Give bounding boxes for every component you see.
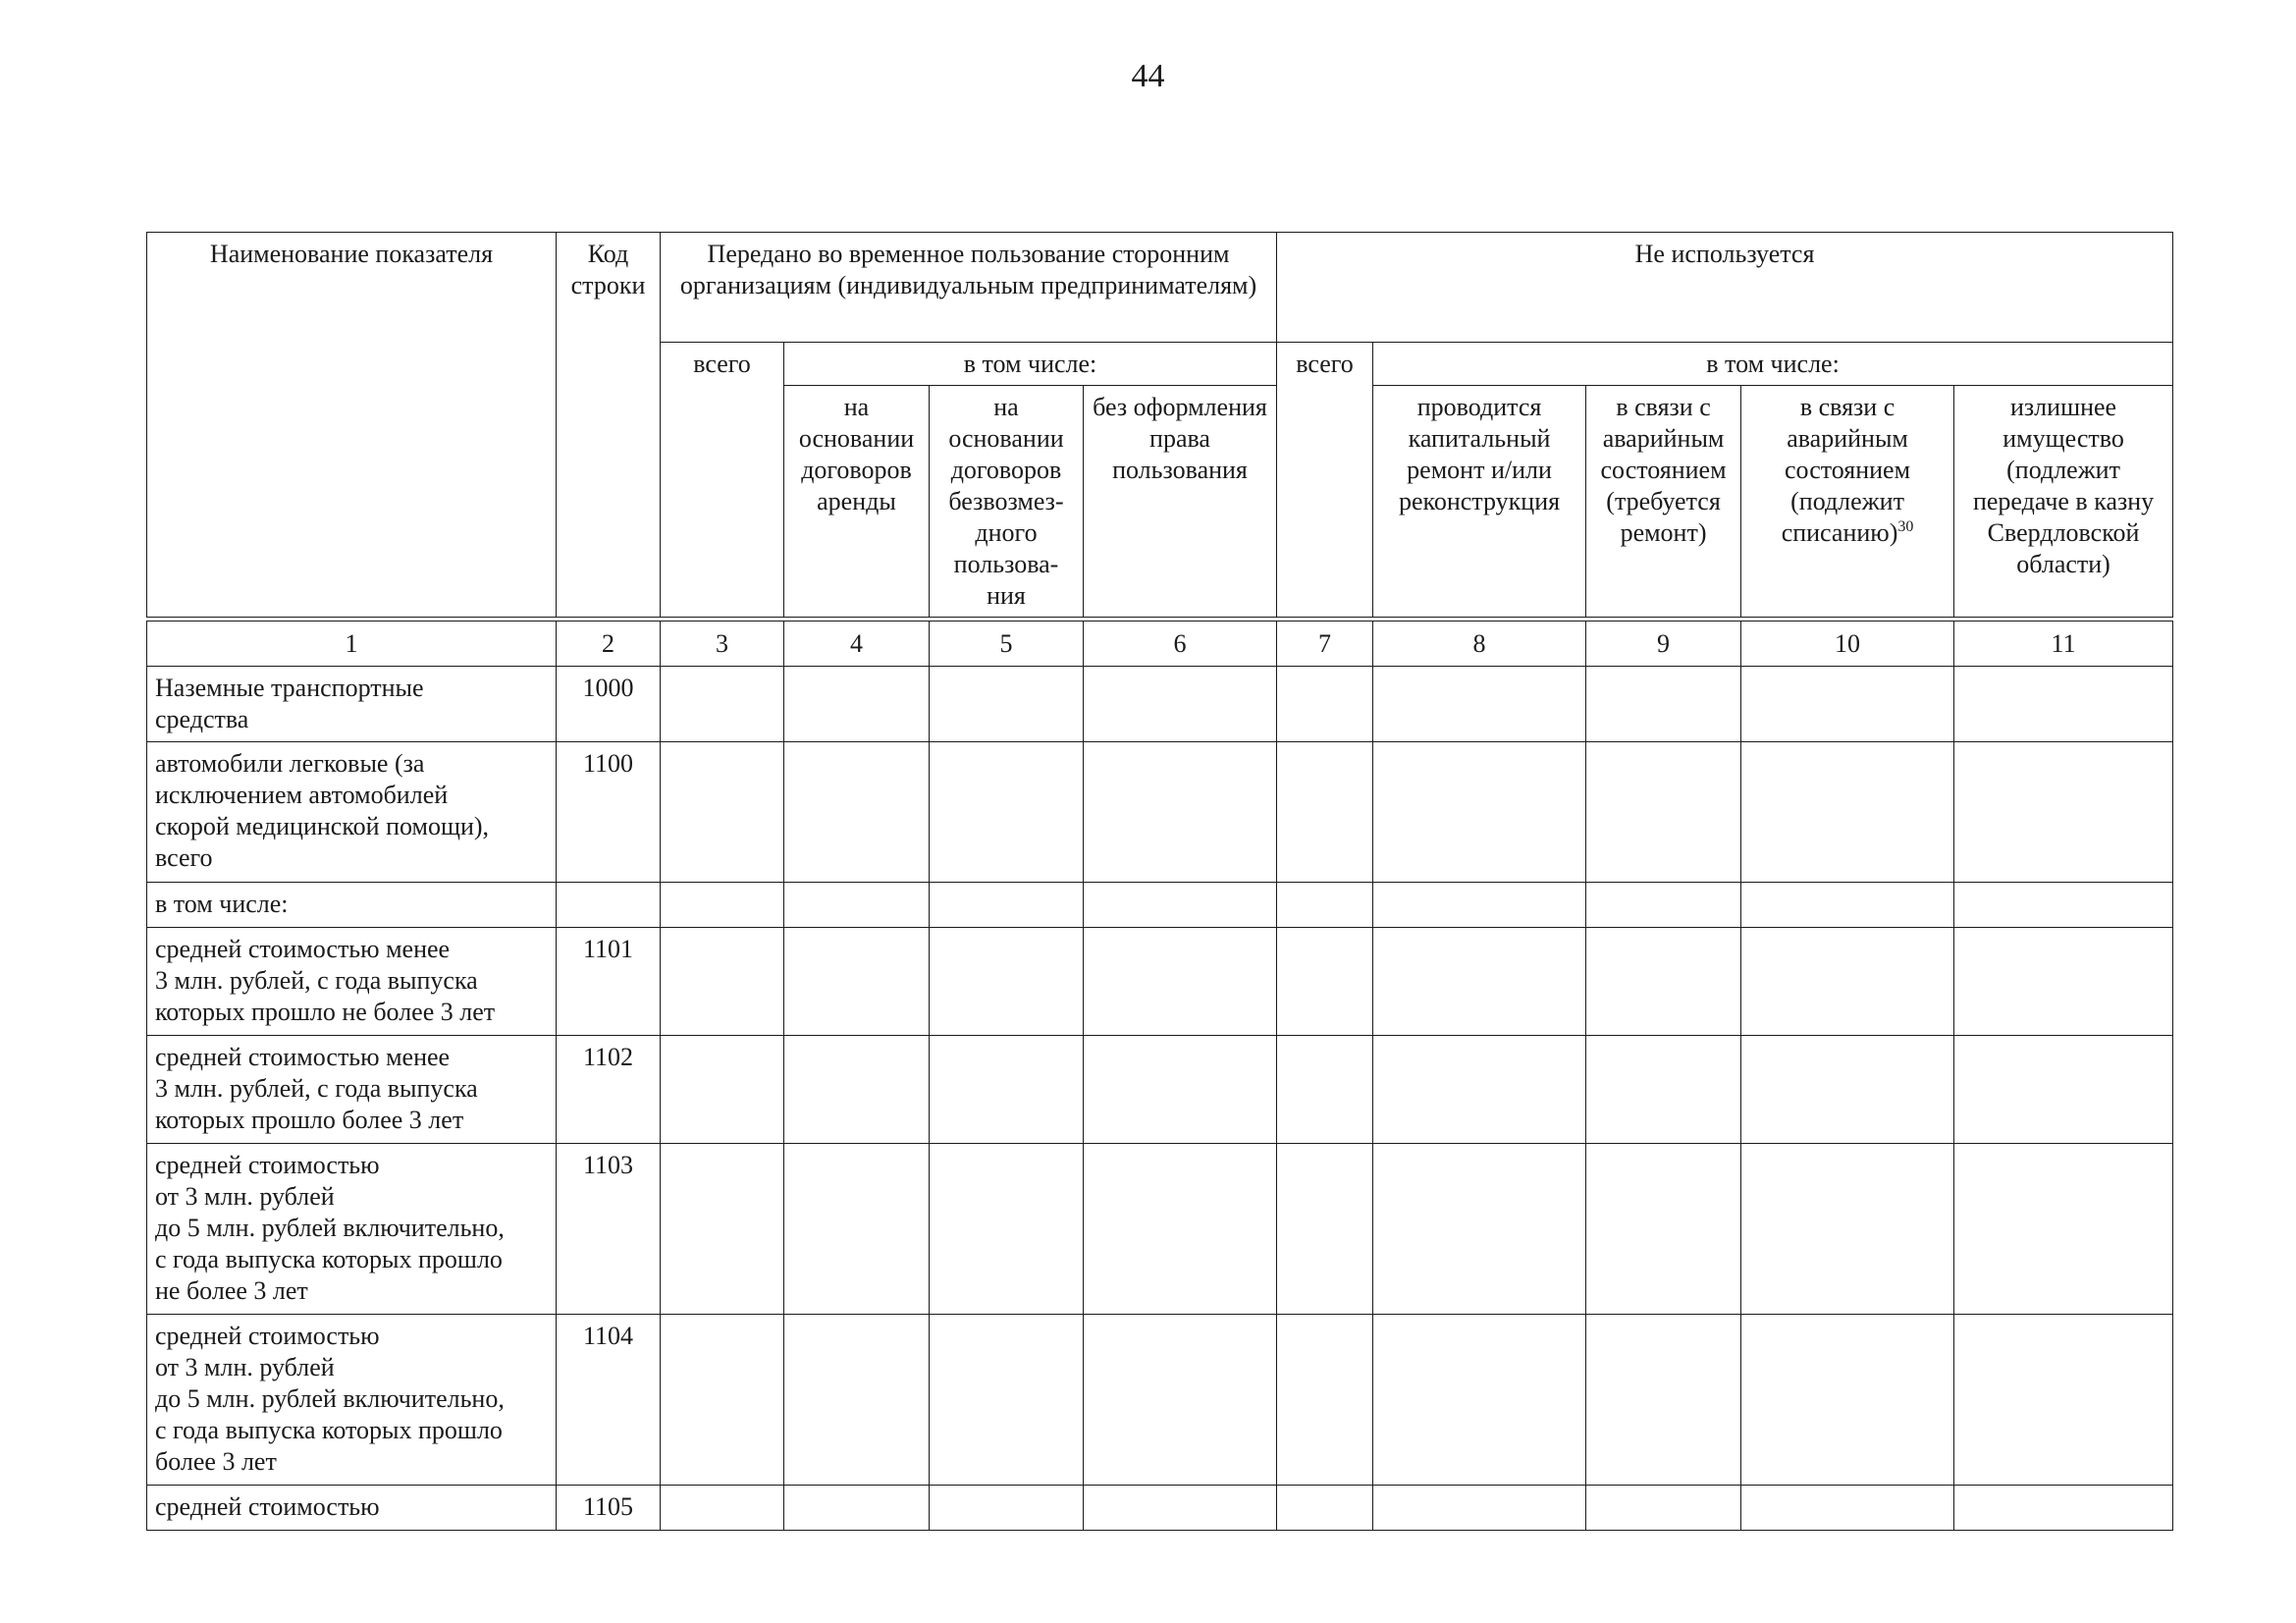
report-table [146, 232, 2173, 1531]
table-row [147, 1315, 2173, 1486]
data-cell [661, 667, 784, 742]
data-cell [784, 1036, 930, 1144]
row-label: Наземные транспортные средства [147, 667, 557, 742]
data-cell [784, 1315, 930, 1486]
data-cell [784, 742, 930, 883]
row-label: средней стоимостью от 3 млн. рублей до 5 млн. рублей включительно, с года выпуска которых прошло не более 3 лет [147, 1144, 557, 1315]
data-cell [1277, 1036, 1373, 1144]
data-cell [1954, 1315, 2173, 1486]
data-cell [1954, 928, 2173, 1036]
data-cell [930, 928, 1084, 1036]
data-cell [1277, 928, 1373, 1036]
table-row [147, 667, 2173, 742]
data-cell [661, 1315, 784, 1486]
row-code: 1104 [557, 1315, 661, 1486]
data-cell [784, 1144, 930, 1315]
data-cell [1277, 742, 1373, 883]
data-cell [1084, 1144, 1277, 1315]
data-cell [1084, 1315, 1277, 1486]
column-number: 6 [1084, 622, 1277, 667]
data-cell [930, 1036, 1084, 1144]
row-label: автомобили легковые (за исключением автомобилей скорой медицинской помощи), всего [147, 742, 557, 883]
column-number: 11 [1954, 622, 2173, 667]
header-row-code: Код строки [557, 233, 661, 618]
data-cell [1277, 883, 1373, 928]
data-cell [930, 883, 1084, 928]
table-row [147, 928, 2173, 1036]
row-code: 1100 [557, 742, 661, 883]
header-emergency-writeoff-text: в связи с аварийным состоянием (подлежит списанию) [1781, 393, 1911, 547]
data-cell [661, 742, 784, 883]
data-cell [1373, 742, 1586, 883]
row-code: 1102 [557, 1036, 661, 1144]
column-number: 9 [1586, 622, 1741, 667]
header-not-used-including: в том числе: [1373, 343, 2173, 386]
data-cell [1741, 1315, 1954, 1486]
data-cell [1084, 742, 1277, 883]
data-cell [930, 1144, 1084, 1315]
column-number: 5 [930, 622, 1084, 667]
table-row [147, 1144, 2173, 1315]
data-cell [1954, 1486, 2173, 1531]
header-not-used-total: всего [1277, 343, 1373, 618]
data-cell [1084, 928, 1277, 1036]
data-cell [1586, 883, 1741, 928]
data-cell [661, 1036, 784, 1144]
column-number: 8 [1373, 622, 1586, 667]
row-label: средней стоимостью менее 3 млн. рублей, с года выпуска которых прошло не более 3 лет [147, 928, 557, 1036]
data-cell [1954, 742, 2173, 883]
data-cell [784, 883, 930, 928]
column-number: 3 [661, 622, 784, 667]
header-no-right-registration: без оформления права пользования [1084, 386, 1277, 618]
row-code: 1101 [557, 928, 661, 1036]
header-transferred-total: всего [661, 343, 784, 618]
data-cell [930, 1486, 1084, 1531]
row-label: средней стоимостью [147, 1486, 557, 1531]
row-code [557, 883, 661, 928]
data-cell [1277, 667, 1373, 742]
data-cell [1373, 1486, 1586, 1531]
data-cell [1741, 742, 1954, 883]
row-code: 1103 [557, 1144, 661, 1315]
data-cell [784, 928, 930, 1036]
data-cell [1277, 1144, 1373, 1315]
data-cell [661, 1144, 784, 1315]
column-number: 7 [1277, 622, 1373, 667]
data-cell [1084, 1486, 1277, 1531]
table-row [147, 883, 2173, 928]
row-code: 1105 [557, 1486, 661, 1531]
column-number: 10 [1741, 622, 1954, 667]
data-cell [1373, 1144, 1586, 1315]
column-number: 2 [557, 622, 661, 667]
data-cell [1084, 883, 1277, 928]
data-cell [930, 1315, 1084, 1486]
data-cell [1741, 1144, 1954, 1315]
data-cell [1277, 1315, 1373, 1486]
table-row [147, 1036, 2173, 1144]
data-cell [1741, 667, 1954, 742]
header-transferred-including: в том числе: [784, 343, 1277, 386]
footnote-marker: 30 [1897, 518, 1914, 535]
data-cell [1741, 883, 1954, 928]
data-cell [1741, 1486, 1954, 1531]
data-cell [1277, 1486, 1373, 1531]
data-cell [1954, 667, 2173, 742]
column-number: 4 [784, 622, 930, 667]
row-label: в том числе: [147, 883, 557, 928]
data-cell [784, 667, 930, 742]
data-cell [1084, 667, 1277, 742]
data-cell [1586, 1315, 1741, 1486]
row-code: 1000 [557, 667, 661, 742]
data-cell [1586, 928, 1741, 1036]
column-number-row [147, 622, 2173, 667]
data-cell [1954, 883, 2173, 928]
page-number: 44 [1131, 58, 1165, 94]
data-cell [1741, 1036, 1954, 1144]
report-form [146, 232, 2172, 1531]
data-cell [1586, 667, 1741, 742]
data-cell [661, 1486, 784, 1531]
table-row [147, 742, 2173, 883]
header-indicator-name: Наименование показателя [147, 233, 557, 618]
data-cell [930, 742, 1084, 883]
header-surplus-property: излишнее имущество (подлежит передаче в казну Свердловской области) [1954, 386, 2173, 618]
data-cell [1586, 742, 1741, 883]
data-cell [1954, 1144, 2173, 1315]
data-cell [1084, 1036, 1277, 1144]
data-cell [1741, 928, 1954, 1036]
row-label: средней стоимостью от 3 млн. рублей до 5 млн. рублей включительно, с года выпуска которых прошло более 3 лет [147, 1315, 557, 1486]
header-emergency-repair: в связи с аварийным состоянием (требуется ремонт) [1586, 386, 1741, 618]
data-cell [1954, 1036, 2173, 1144]
data-cell [1373, 1315, 1586, 1486]
data-cell [1373, 1036, 1586, 1144]
column-number: 1 [147, 622, 557, 667]
data-cell [784, 1486, 930, 1531]
header-not-used-group: Не используется [1277, 233, 2173, 343]
data-cell [661, 883, 784, 928]
header-emergency-writeoff [1741, 386, 1954, 618]
data-cell [1586, 1486, 1741, 1531]
header-capital-repair: проводится капитальный ремонт и/или реконструкция [1373, 386, 1586, 618]
data-cell [1586, 1036, 1741, 1144]
data-cell [1373, 928, 1586, 1036]
header-lease-agreement: на основании договоров аренды [784, 386, 930, 618]
data-cell [1373, 883, 1586, 928]
table-row [147, 1486, 2173, 1531]
header-transferred-group: Передано во временное пользование сторонним организациям (индивидуальным предпринимателям) [661, 233, 1277, 343]
header-free-use-agreement: на основании договоров безвозмез- дного пользова- ния [930, 386, 1084, 618]
data-cell [930, 667, 1084, 742]
data-cell [1373, 667, 1586, 742]
data-cell [1586, 1144, 1741, 1315]
row-label: средней стоимостью менее 3 млн. рублей, с года выпуска которых прошло более 3 лет [147, 1036, 557, 1144]
data-cell [661, 928, 784, 1036]
